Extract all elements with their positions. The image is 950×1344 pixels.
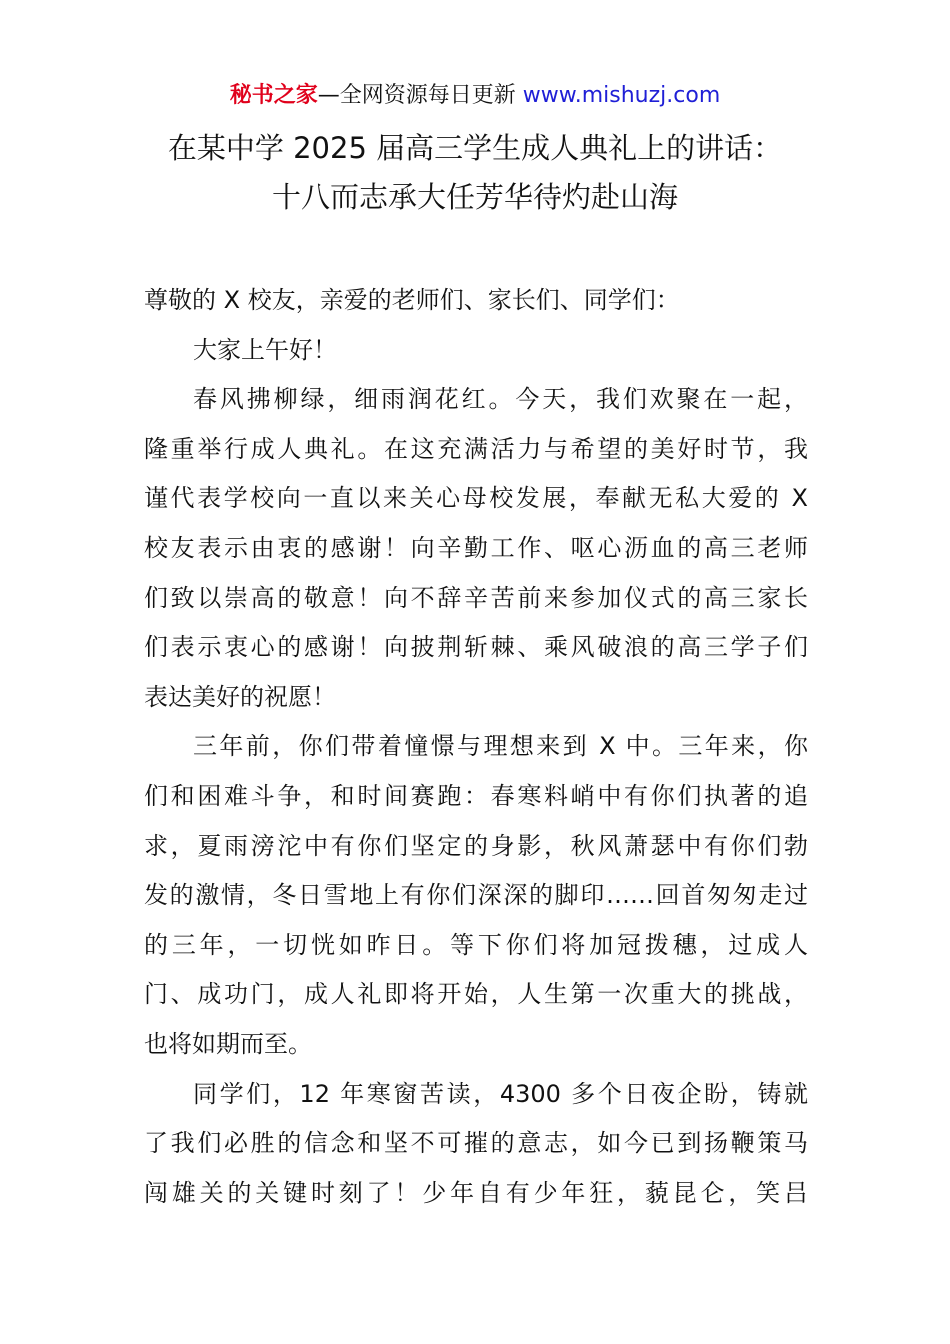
paragraph-line: 们表示衷心的感谢！向披荆斩棘、乘风破浪的高三学子们 — [144, 633, 808, 662]
paragraph-line: 门、成功门，成人礼即将开始，人生第一次重大的挑战， — [144, 980, 808, 1009]
paragraph-1 — [144, 375, 808, 722]
salutation-paragraph — [144, 276, 808, 326]
paragraph-line: 春风拂柳绿，细雨润花红。今天，我们欢聚在一起， — [193, 385, 808, 414]
paragraph-line: 们和困难斗争，和时间赛跑：春寒料峭中有你们执著的追 — [144, 781, 808, 810]
paragraph-line: 三年前，你们带着憧憬与理想来到 X 中。三年来，你 — [193, 732, 808, 761]
paragraph-line: 表达美好的祝愿！ — [144, 682, 336, 711]
header-tagline: —全网资源每日更新 — [317, 83, 523, 108]
paragraph-line: 谨代表学校向一直以来关心母校发展，奉献无私大爱的 X — [144, 484, 808, 513]
paragraph-3 — [144, 1070, 808, 1219]
greeting: 大家上午好！ — [193, 335, 337, 364]
paragraph-line: 同学们，12 年寒窗苦读，4300 多个日夜企盼，铸就 — [193, 1079, 808, 1108]
paragraph-line: 们致以崇高的敬意！向不辞辛苦前来参加仪式的高三家长 — [144, 583, 808, 612]
site-header — [0, 80, 950, 112]
brand-name: 秘书之家 — [229, 83, 318, 108]
paragraph-line: 的三年，一切恍如昨日。等下你们将加冠拨穗，过成人 — [144, 930, 808, 959]
salutation: 尊敬的 X 校友，亲爱的老师们、家长们、同学们： — [144, 286, 680, 314]
paragraph-line: 也将如期而至。 — [144, 1029, 312, 1058]
speech-title-line-1: 在某中学 2025 届高三学生成人典礼上的讲话： — [167, 131, 783, 165]
paragraph-line: 了我们必胜的信念和坚不可摧的意志，如今已到扬鞭策马 — [144, 1129, 808, 1158]
paragraph-line: 求，夏雨滂沱中有你们坚定的身影，秋风萧瑟中有你们勃 — [144, 831, 808, 860]
paragraph-2 — [144, 722, 808, 1069]
speech-title-line-2: 十八而志承大任芳华待灼赴山海 — [271, 180, 678, 214]
paragraph-line: 校友表示由衷的感谢！向辛勤工作、呕心沥血的高三老师 — [144, 533, 808, 562]
speech-body — [144, 276, 808, 1218]
paragraph-line: 隆重举行成人典礼。在这充满活力与希望的美好时节，我 — [144, 434, 808, 463]
paragraph-line: 闯雄关的关键时刻了！少年自有少年狂，藐昆仑，笑吕 — [144, 1178, 808, 1207]
greeting-paragraph — [144, 326, 808, 376]
paragraph-line: 发的激情，冬日雪地上有你们深深的脚印……回首匆匆走过 — [144, 881, 808, 910]
site-url-link[interactable]: www.mishuzj.com — [522, 83, 721, 108]
